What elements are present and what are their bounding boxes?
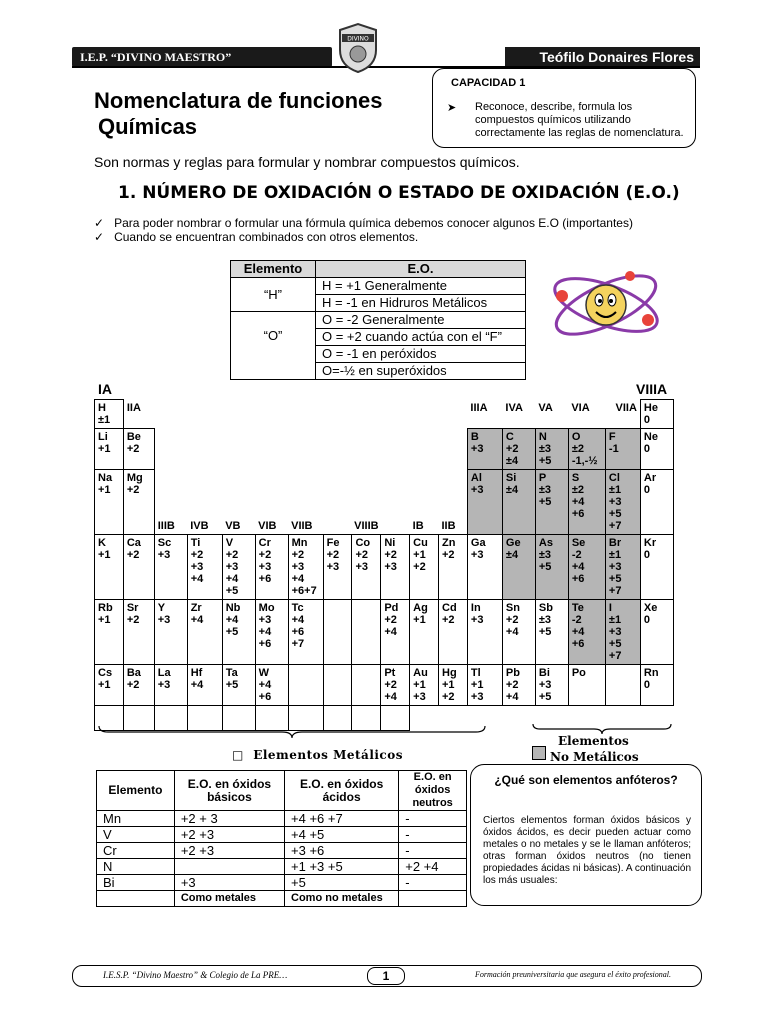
- pt-cell: Zr +4: [187, 600, 222, 665]
- pt-cell: Po: [568, 665, 605, 706]
- group-b-label: VIIIB: [354, 520, 379, 532]
- pt-cell: Ba +2: [123, 665, 154, 706]
- pt-cell: Pt +2 +4: [381, 665, 410, 706]
- ox-cell: +4 +5: [285, 827, 399, 843]
- pt-row-4: [95, 535, 674, 600]
- pt-cell: Te -2 +4 +6: [568, 600, 605, 665]
- ox-header: E.O. en óxidos neutros: [399, 771, 467, 811]
- ox-cell: Cr: [97, 843, 175, 859]
- pt-cell: Mo +3 +4 +6: [255, 600, 288, 665]
- check-icon: ✓: [94, 230, 105, 244]
- ox-header: Elemento: [97, 771, 175, 811]
- pt-cell: Xe 0: [640, 600, 673, 665]
- pt-cell: Tc +4 +6 +7: [288, 600, 323, 665]
- pt-cell: Y +3: [154, 600, 187, 665]
- eo-cell: O=-½ en superóxidos: [316, 363, 526, 380]
- eo-header-element: Elemento: [231, 261, 316, 278]
- eo-table: [230, 260, 526, 380]
- pt-cell: Sc +3: [154, 535, 187, 600]
- ox-header: E.O. en óxidos básicos: [174, 771, 284, 811]
- ox-cell: Bi: [97, 875, 175, 891]
- atom-cartoon-icon: [548, 262, 664, 348]
- group-b-label: VB: [225, 520, 241, 532]
- group-b-label: IIIB: [157, 520, 175, 532]
- ox-cell: -: [399, 827, 467, 843]
- pt-cell: Pb +2 +4: [502, 665, 535, 706]
- pt-cell: [352, 600, 381, 665]
- pt-cell: Bi +3 +5: [535, 665, 568, 706]
- amphoteric-title: ¿Qué son elementos anfóteros?: [494, 773, 678, 787]
- ox-cell: +4 +6 +7: [285, 811, 399, 827]
- pt-cell: Hg +1 +2: [439, 665, 468, 706]
- pt-cell: Tl +1 +3: [467, 665, 502, 706]
- ox-cell: Mn: [97, 811, 175, 827]
- pt-cell: Zn +2: [439, 535, 468, 600]
- pt-cell: Ne 0: [640, 429, 673, 470]
- ox-cell: +1 +3 +5: [285, 859, 399, 875]
- pt-cell: Cl ±1 +3 +5 +7: [605, 470, 640, 535]
- eo-cell: O = -1 en peróxidos: [316, 346, 526, 363]
- pt-cell: Mn +2 +3 +4 +6+7: [288, 535, 323, 600]
- school-logo-icon: [336, 22, 380, 74]
- ox-cell: +2 +3: [174, 827, 284, 843]
- pt-cell: He 0: [640, 400, 673, 429]
- pt-cell: Co +2 +3: [352, 535, 381, 600]
- group-ia-label: IA: [98, 381, 112, 397]
- group-iva-label: IVA: [505, 401, 523, 414]
- pt-cell: [323, 600, 352, 665]
- pt-cell: La +3: [154, 665, 187, 706]
- pt-cell: Ga +3: [467, 535, 502, 600]
- pt-cell: O ±2 -1,-½: [568, 429, 605, 470]
- group-viiia-label: VIIIA: [636, 381, 668, 397]
- pt-cell: Se -2 +4 +6: [568, 535, 605, 600]
- pt-cell: V +2 +3 +4 +5: [222, 535, 255, 600]
- pt-row-5: [95, 600, 674, 665]
- amphoteric-box: [470, 764, 702, 906]
- pt-cell: P ±3 +5: [535, 470, 568, 535]
- ox-footer: Como no metales: [285, 891, 399, 907]
- author-header: Teófilo Donaires Flores: [505, 47, 700, 67]
- intro-text: Son normas y reglas para formular y nombrar compuestos químicos.: [94, 154, 520, 170]
- ox-footer: Como metales: [174, 891, 284, 907]
- ox-cell: -: [399, 843, 467, 859]
- pt-cell: [288, 665, 323, 706]
- group-va-label: VA: [538, 401, 553, 414]
- eo-cell: O = -2 Generalmente: [316, 312, 526, 329]
- ox-cell: +2 +3: [174, 843, 284, 859]
- arrow-bullet-icon: ➤: [447, 102, 457, 114]
- check-item: ✓ Cuando se encuentran combinados con otros elementos.: [94, 230, 419, 244]
- pt-cell: Br ±1 +3 +5 +7: [605, 535, 640, 600]
- pt-row-6: [95, 665, 674, 706]
- pt-cell: Hf +4: [187, 665, 222, 706]
- pt-cell: Ni +2 +3: [381, 535, 410, 600]
- pt-cell: Mg +2: [123, 470, 154, 535]
- pt-cell: [352, 665, 381, 706]
- pt-cell: Au +1 +3: [410, 665, 439, 706]
- ox-cell: V: [97, 827, 175, 843]
- pt-cell: As ±3 +5: [535, 535, 568, 600]
- footer-left: I.E.S.P. “Divino Maestro” & Colegio de La PRE…: [103, 970, 288, 980]
- pt-cell: Rn 0: [640, 665, 673, 706]
- pt-cell: Pd +2 +4: [381, 600, 410, 665]
- pt-cell: Sr +2: [123, 600, 154, 665]
- group-b-label: IVB: [190, 520, 209, 532]
- ox-cell: +3: [174, 875, 284, 891]
- pt-cell: [605, 665, 640, 706]
- legend-metal: □ Elementos Metálicos: [232, 748, 403, 762]
- pt-cell: [323, 665, 352, 706]
- group-b-label: VIIB: [291, 520, 313, 532]
- pt-cell: Cs +1: [95, 665, 124, 706]
- pt-cell: Ca +2: [123, 535, 154, 600]
- eo-label-h: “H”: [231, 278, 316, 312]
- group-b-label: IB: [412, 520, 424, 532]
- eo-cell: H = +1 Generalmente: [316, 278, 526, 295]
- ox-cell: +2 + 3: [174, 811, 284, 827]
- ox-header: E.O. en óxidos ácidos: [285, 771, 399, 811]
- group-via-label: VIA: [571, 401, 590, 414]
- pt-cell: H ±1: [95, 400, 124, 429]
- legend-nonmetal: Elementos No Metálicos: [532, 733, 639, 765]
- ox-cell: N: [97, 859, 175, 875]
- pt-cell: K +1: [95, 535, 124, 600]
- pt-cell: I ±1 +3 +5 +7: [605, 600, 640, 665]
- pt-cell: Li +1: [95, 429, 124, 470]
- capacity-text: Reconoce, describe, formula los compuestos químicos utilizando correctamente las reglas de nomenclatura.: [475, 101, 684, 139]
- ox-cell: [174, 859, 284, 875]
- pt-cell: Ar 0: [640, 470, 673, 535]
- page-title: [94, 88, 383, 140]
- pt-cell: Sb ±3 +5: [535, 600, 568, 665]
- pt-cell: Sn +2 +4: [502, 600, 535, 665]
- eo-cell: O = +2 cuando actúa con el “F”: [316, 329, 526, 346]
- pt-cell: B +3: [467, 429, 502, 470]
- pt-cell: Cu +1 +2: [410, 535, 439, 600]
- group-b-label: VIB: [258, 520, 277, 532]
- metal-box-icon: □: [232, 748, 244, 762]
- pt-cell: Ge ±4: [502, 535, 535, 600]
- pt-cell: Fe +2 +3: [323, 535, 352, 600]
- pt-cell: Ti +2 +3 +4: [187, 535, 222, 600]
- ox-cell: +5: [285, 875, 399, 891]
- pt-cell: Kr 0: [640, 535, 673, 600]
- school-header: I.E.P. “DIVINO MAESTRO”: [72, 47, 332, 67]
- group-iiia-label: IIIA: [470, 401, 488, 414]
- pt-cell: Nb +4 +5: [222, 600, 255, 665]
- pt-cell: Si ±4: [502, 470, 535, 535]
- pt-cell: Na +1: [95, 470, 124, 535]
- pt-cell: F -1: [605, 429, 640, 470]
- footer-right: Formación preuniversitaria que asegura el éxito profesional.: [474, 970, 671, 979]
- title-line-2: Químicas: [98, 114, 198, 139]
- periodic-table: [94, 399, 674, 731]
- capacity-label: CAPACIDAD 1: [451, 77, 526, 89]
- title-line-1: Nomenclatura de funciones: [94, 88, 383, 113]
- ox-cell: +2 +4: [399, 859, 467, 875]
- eo-header-eo: E.O.: [316, 261, 526, 278]
- capacity-box: [432, 68, 696, 148]
- pt-cell: Cd +2: [439, 600, 468, 665]
- page-footer: [72, 965, 702, 987]
- page-number: 1: [367, 967, 405, 985]
- pt-cell: Al +3: [467, 470, 502, 535]
- amphoteric-text: Ciertos elementos forman óxidos básicos y óxidos ácidos, es decir pueden actuar como metales o no metales y se le llaman anfóteros; otras forman óxidos neutros (no tienen propiedades ácidas ni básicas). A continuación los más usuales:: [483, 815, 691, 886]
- oxides-table: [96, 770, 467, 907]
- eo-cell: H = -1 en Hidruros Metálicos: [316, 295, 526, 312]
- pt-cell: N ±3 +5: [535, 429, 568, 470]
- svg-text:DIVINO: DIVINO: [347, 35, 369, 43]
- section-title: 1. NÚMERO DE OXIDACIÓN O ESTADO DE OXIDACIÓN (E.O.): [118, 183, 680, 203]
- pt-cell: Ag +1: [410, 600, 439, 665]
- pt-cell: Cr +2 +3 +6: [255, 535, 288, 600]
- pt-cell: Be +2: [123, 429, 154, 470]
- pt-cell: W +4 +6: [255, 665, 288, 706]
- check-item: ✓ Para poder nombrar o formular una fórmula química debemos conocer algunos E.O (importantes): [94, 216, 633, 230]
- metal-brace-icon: [98, 725, 486, 739]
- pt-cell: In +3: [467, 600, 502, 665]
- pt-cell: Rb +1: [95, 600, 124, 665]
- eo-label-o: “O”: [231, 312, 316, 380]
- ox-cell: -: [399, 811, 467, 827]
- pt-cell: S ±2 +4 +6: [568, 470, 605, 535]
- pt-cell: C +2 ±4: [502, 429, 535, 470]
- ox-cell: +3 +6: [285, 843, 399, 859]
- nonmetal-box-icon: [532, 746, 546, 760]
- pt-cell: Ta +5: [222, 665, 255, 706]
- group-iia-label: IIA: [126, 401, 141, 414]
- group-viia-label: VIIA: [615, 401, 637, 414]
- ox-cell: -: [399, 875, 467, 891]
- group-b-label: IIB: [441, 520, 456, 532]
- check-icon: ✓: [94, 216, 105, 230]
